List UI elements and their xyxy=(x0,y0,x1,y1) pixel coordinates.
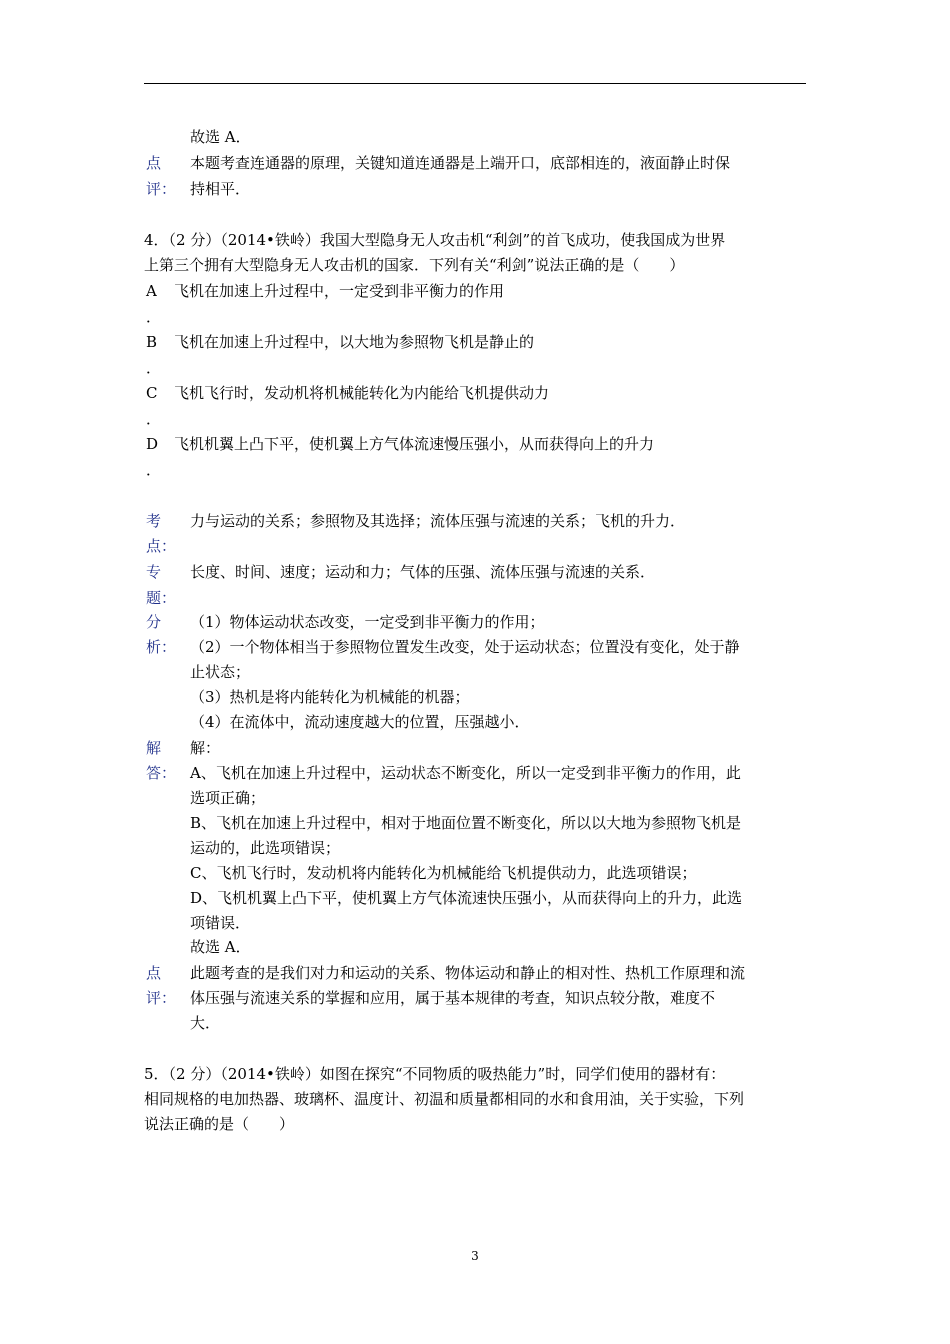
q4-option-b-letter: B xyxy=(146,333,158,351)
fenxi-line: 止状态； xyxy=(190,663,251,681)
q4-option-a-letter: A xyxy=(146,282,157,300)
jieda-label-2: 答： xyxy=(146,764,177,782)
fenxi-line: （4）在流体中，流动速度越大的位置，压强越小． xyxy=(190,713,530,731)
dianping-label-1: 点 xyxy=(146,964,162,982)
q4-option-d-letter: D xyxy=(146,435,159,453)
zhuanti-text: 长度、时间、速度；运动和力；气体的压强、流体压强与流速的关系． xyxy=(190,563,656,581)
fenxi-line: （1）物体运动状态改变，一定受到非平衡力的作用； xyxy=(190,613,545,631)
q3-comment-label-1: 点 xyxy=(146,154,162,172)
q4-option-d-dot: ． xyxy=(146,461,162,479)
zhuanti-label-2: 题： xyxy=(146,589,177,607)
q3-comment-line: 持相平． xyxy=(190,180,251,198)
q4-option-b-dot: ． xyxy=(146,359,162,377)
q4-option-d-text: 飞机机翼上凸下平，使机翼上方气体流速慢压强小，从而获得向上的升力 xyxy=(174,435,655,453)
jieda-line: A、飞机在加速上升过程中，运动状态不断变化，所以一定受到非平衡力的作用，此 xyxy=(190,764,741,782)
fenxi-label-2: 析： xyxy=(146,638,177,656)
fenxi-line: （3）热机是将内能转化为机械能的机器； xyxy=(190,688,470,706)
q4-option-c-letter: C xyxy=(146,384,158,402)
fenxi-line: （2）一个物体相当于参照物位置发生改变，处于运动状态；位置没有变化，处于静 xyxy=(190,638,740,656)
q3-conclusion: 故选 A． xyxy=(190,128,251,146)
jieda-line: D、飞机机翼上凸下平，使机翼上方气体流速快压强小，从而获得向上的升力，此选 xyxy=(190,889,743,907)
jieda-line: 选项正确； xyxy=(190,789,266,807)
q4-option-a-text: 飞机在加速上升过程中，一定受到非平衡力的作用 xyxy=(174,282,505,300)
q4-option-b-text: 飞机在加速上升过程中，以大地为参照物飞机是静止的 xyxy=(174,333,535,351)
q3-comment-line: 本题考查连通器的原理，关键知道连通器是上端开口，底部相连的，液面静止时保 xyxy=(190,154,731,172)
q3-comment-label-2: 评： xyxy=(146,180,177,198)
q5-stem-line: 说法正确的是（ ） xyxy=(144,1115,295,1133)
q4-option-c-text: 飞机飞行时，发动机将机械能转化为内能给飞机提供动力 xyxy=(174,384,550,402)
q4-option-c-dot: ． xyxy=(146,410,162,428)
dianping-line: 大． xyxy=(190,1014,221,1032)
fenxi-label-1: 分 xyxy=(146,613,162,631)
jieda-line: 运动的，此选项错误； xyxy=(190,839,341,857)
dianping-line: 体压强与流速关系的掌握和应用，属于基本规律的考查，知识点较分散，难度不 xyxy=(190,989,716,1007)
jieda-line: 项错误． xyxy=(190,914,251,932)
dianping-line: 此题考查的是我们对力和运动的关系、物体运动和静止的相对性、热机工作原理和流 xyxy=(190,964,746,982)
jieda-label-1: 解 xyxy=(146,739,162,757)
kaodian-label-2: 点： xyxy=(146,537,177,555)
q4-stem-line: 4．（2 分）（2014•铁岭）我国大型隐身无人攻击机“利剑”的首飞成功，使我国成为世界 xyxy=(144,231,726,249)
zhuanti-label-1: 专 xyxy=(146,563,162,581)
jieda-line: B、飞机在加速上升过程中，相对于地面位置不断变化，所以以大地为参照物飞机是 xyxy=(190,814,742,832)
jieda-line: 故选 A． xyxy=(190,938,251,956)
jieda-line: 解： xyxy=(190,739,221,757)
page-number: 3 xyxy=(471,1249,479,1263)
q5-stem-line: 5．（2 分）（2014•铁岭）如图在探究“不同物质的吸热能力”时，同学们使用的器材有： xyxy=(144,1065,726,1083)
q4-stem-line: 上第三个拥有大型隐身无人攻击机的国家．下列有关“利剑”说法正确的是（ ） xyxy=(144,256,685,274)
q4-option-a-dot: ． xyxy=(146,308,162,326)
kaodian-text: 力与运动的关系；参照物及其选择；流体压强与流速的关系；飞机的升力． xyxy=(190,512,686,530)
header-rule xyxy=(144,83,806,84)
kaodian-label-1: 考 xyxy=(146,512,162,530)
jieda-line: C、飞机飞行时，发动机将内能转化为机械能给飞机提供动力，此选项错误； xyxy=(190,864,697,882)
dianping-label-2: 评： xyxy=(146,989,177,1007)
q5-stem-line: 相同规格的电加热器、玻璃杯、温度计、初温和质量都相同的水和食用油，关于实验，下列 xyxy=(144,1090,745,1108)
